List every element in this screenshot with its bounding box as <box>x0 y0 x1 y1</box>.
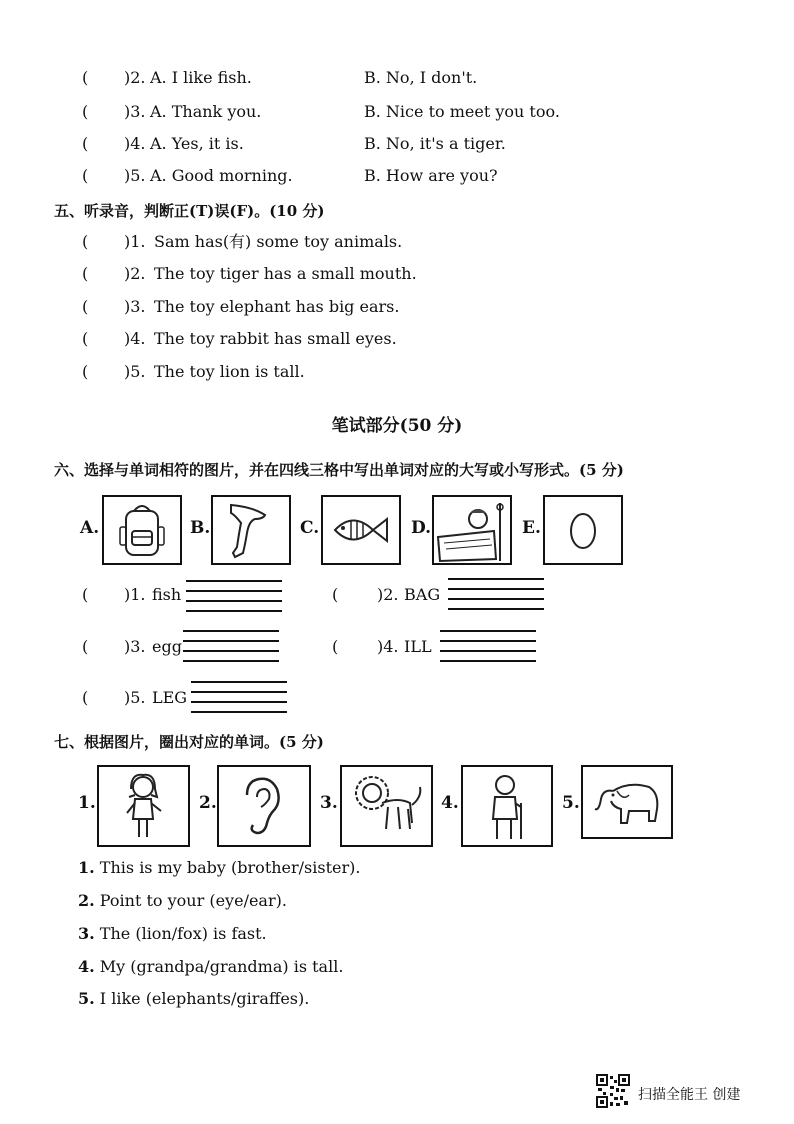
sec7-item-2: 2. Point to your (eye/ear). <box>78 891 287 910</box>
sec7-item-1: 1. This is my baby (brother/sister). <box>78 858 361 877</box>
sick-in-bed-icon <box>432 495 512 565</box>
qr-code-icon <box>596 1074 630 1108</box>
sec6-title: 六、选择与单词相符的图片，并在四线三格中写出单词对应的大写或小写形式。(5 分) <box>54 461 624 479</box>
pic-label-4: 4. <box>441 793 459 813</box>
ear-icon <box>217 765 311 847</box>
four-line-grid[interactable] <box>191 681 287 713</box>
sec7-title: 七、根据图片，圈出对应的单词。(5 分) <box>54 733 324 751</box>
sec5-title: 五、听录音，判断正(T)误(F)。(10 分) <box>54 202 325 220</box>
elephant-icon <box>581 765 673 839</box>
fish-icon <box>321 495 401 565</box>
pic-label-2: 2. <box>199 793 217 813</box>
grandpa-icon <box>461 765 553 847</box>
four-line-grid[interactable] <box>448 578 544 610</box>
girl-icon <box>97 765 190 847</box>
pic-label-1: 1. <box>78 793 96 813</box>
pic-label-e: E. <box>522 518 541 538</box>
sec7-item-5: 5. I like (elephants/giraffes). <box>78 989 310 1008</box>
sec7-item-3: 3. The (lion/fox) is fast. <box>78 924 267 943</box>
egg-icon <box>543 495 623 565</box>
lion-icon <box>340 765 433 847</box>
four-line-grid[interactable] <box>183 630 279 662</box>
pic-label-a: A. <box>80 518 100 538</box>
backpack-icon <box>102 495 182 565</box>
written-part-title: 笔试部分(50 分) <box>331 416 463 436</box>
pic-label-b: B. <box>190 518 211 538</box>
pic-label-c: C. <box>300 518 320 538</box>
footer-watermark: 扫描全能王 创建 <box>638 1087 741 1103</box>
leg-icon <box>211 495 291 565</box>
four-line-grid[interactable] <box>440 630 536 662</box>
pic-label-d: D. <box>411 518 432 538</box>
sec7-item-4: 4. My (grandpa/grandma) is tall. <box>78 957 344 976</box>
pic-label-3: 3. <box>320 793 338 813</box>
pic-label-5: 5. <box>562 793 580 813</box>
four-line-grid[interactable] <box>186 580 282 612</box>
